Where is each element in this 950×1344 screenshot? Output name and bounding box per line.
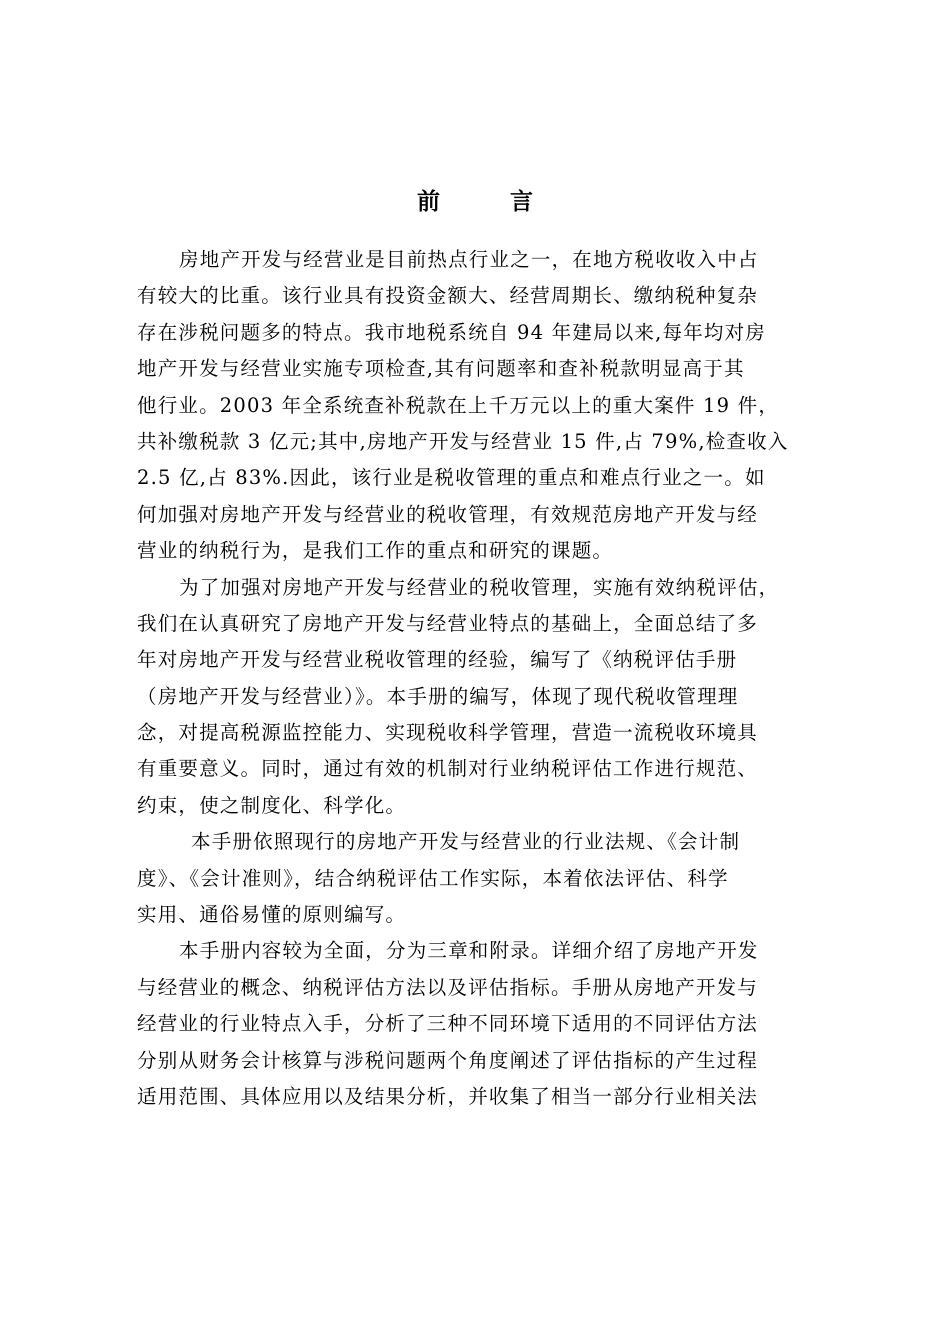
text-line: 约束，使之制度化、科学化。 xyxy=(137,793,407,817)
text-line: 有较大的比重。该行业具有投资金额大、经营周期长、缴纳税种复杂 xyxy=(137,284,759,308)
page-title xyxy=(0,183,950,216)
text-line: 共补缴税款 3 亿元;其中,房地产开发与经营业 15 件,占 79%,检查收入 xyxy=(137,429,789,453)
text-line: 度》、《会计准则》，结合纳税评估工作实际，本着依法评估、科学 xyxy=(137,866,729,890)
text-line: 房地产开发与经营业是目前热点行业之一，在地方税收收入中占 xyxy=(179,248,759,271)
text-line: 营业的纳税行为，是我们工作的重点和研究的课题。 xyxy=(137,539,614,563)
text-line: 存在涉税问题多的特点。我市地税系统自 94 年建局以来,每年均对房 xyxy=(137,320,767,344)
text-line: 何加强对房地产开发与经营业的税收管理，有效规范房地产开发与经 xyxy=(137,502,759,526)
title-char-2: 言 xyxy=(510,188,533,215)
body-text xyxy=(137,242,827,1115)
text-line: 我们在认真研究了房地产开发与经营业特点的基础上，全面总结了多 xyxy=(137,611,759,635)
text-line: 经营业的行业特点入手，分析了三种不同环境下适用的不同评估方法 xyxy=(137,1012,759,1036)
text-line: 本手册内容较为全面，分为三章和附录。详细介绍了房地产开发 xyxy=(179,939,759,963)
text-line: 地产开发与经营业实施专项检查,其有问题率和查补税款明显高于其 xyxy=(137,357,745,381)
text-line: 念，对提高税源监控能力、实现税收科学管理，营造一流税收环境具 xyxy=(137,721,759,745)
text-line: 他行业。2003 年全系统查补税款在上千万元以上的重大案件 19 件， xyxy=(137,393,780,417)
text-line: 与经营业的概念、纳税评估方法以及评估指标。手册从房地产开发与 xyxy=(137,975,759,999)
title-char-1: 前 xyxy=(417,188,440,215)
text-line: 本手册依照现行的房地产开发与经营业的行业法规、《会计制 xyxy=(191,830,741,854)
text-line: 分别从财务会计核算与涉税问题两个角度阐述了评估指标的产生过程 xyxy=(137,1048,759,1072)
text-line: 为了加强对房地产开发与经营业的税收管理，实施有效纳税评估， xyxy=(179,575,780,599)
text-line: （房地产开发与经营业）》。本手册的编写，体现了现代税收管理理 xyxy=(137,684,739,708)
text-line: 年对房地产开发与经营业税收管理的经验，编写了《纳税评估手册 xyxy=(137,648,738,672)
text-line: 2.5 亿,占 83%.因此，该行业是税收管理的重点和难点行业之一。如 xyxy=(137,466,766,490)
text-line: 有重要意义。同时，通过有效的机制对行业纳税评估工作进行规范、 xyxy=(137,757,759,781)
text-line: 适用范围、具体应用以及结果分析，并收集了相当一部分行业相关法 xyxy=(137,1084,759,1108)
text-line: 实用、通俗易懂的原则编写。 xyxy=(137,903,407,927)
